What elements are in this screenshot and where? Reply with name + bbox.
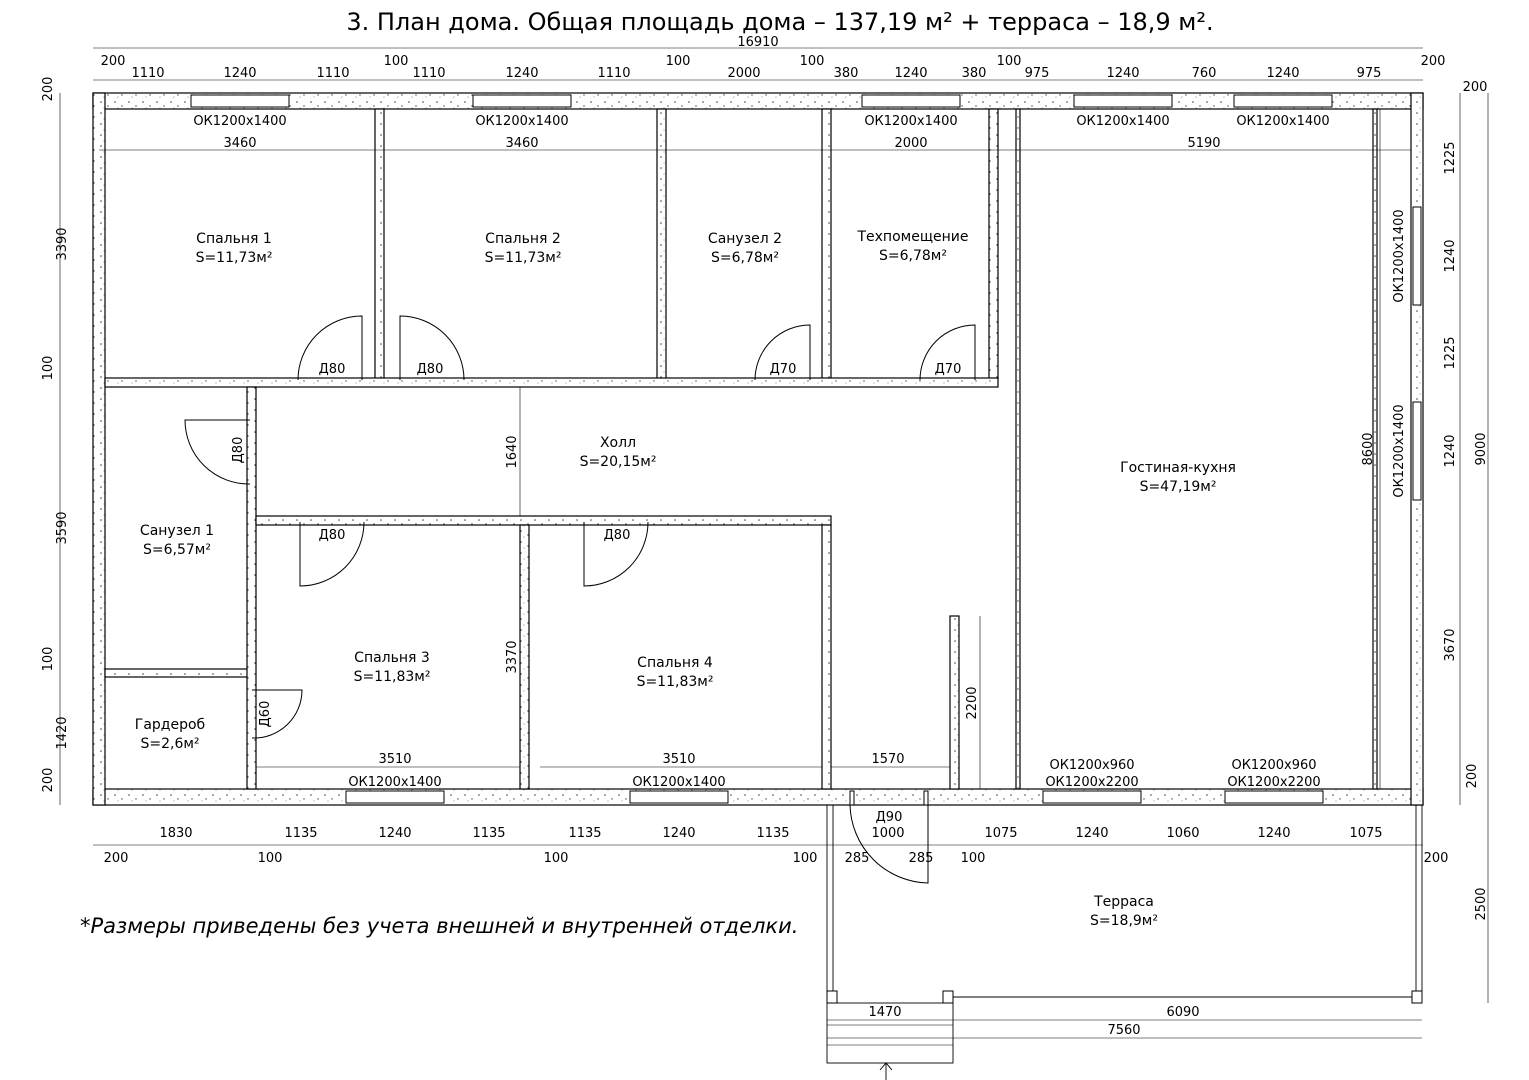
dim-top: 200 [100, 54, 126, 69]
dim-bottom: 1075 [1349, 826, 1383, 841]
room-living-kitchen [1120, 460, 1236, 495]
door-label: Д70 [769, 362, 797, 377]
dim-top: 100 [799, 54, 825, 69]
room-wardrobe [135, 717, 205, 752]
dim-right: 3670 [1443, 628, 1458, 662]
door-label: Д80 [603, 528, 631, 543]
dim-bottom-small: 100 [960, 851, 986, 866]
dim-left: 200 [41, 76, 56, 102]
room-name: Спальня 3 [354, 650, 430, 666]
room-area: S=11,73м² [484, 250, 562, 266]
room-bathroom-2 [708, 231, 782, 266]
dim-top: 1110 [597, 66, 631, 81]
door-label: Д70 [934, 362, 962, 377]
room-bedroom-1 [196, 231, 273, 266]
dim-inner: 1570 [871, 752, 905, 767]
dim-left: 1420 [55, 716, 70, 750]
door-label: Д90 [875, 810, 903, 825]
dim-top: 1240 [1106, 66, 1140, 81]
window-label: ОК1200х960 [1231, 758, 1317, 773]
dim-total-width: 16910 [737, 35, 779, 50]
dim-top: 1240 [223, 66, 257, 81]
dim-inner: 3510 [662, 752, 696, 767]
room-area: S=20,15м² [579, 454, 657, 470]
dim-right: 1225 [1443, 141, 1458, 175]
window-label: ОК1200х1400 [632, 775, 726, 790]
dim-inner-top: 5190 [1187, 136, 1221, 151]
footnote: *Размеры приведены без учета внешней и внутренней отделки. [80, 914, 799, 938]
dim-top: 2000 [727, 66, 761, 81]
room-area: S=6,78м² [711, 250, 779, 266]
dim-left: 3390 [55, 227, 70, 261]
window-label: ОК1200х2200 [1227, 775, 1321, 790]
dim-top: 380 [961, 66, 987, 81]
dim-bottom-small: 100 [257, 851, 283, 866]
dim-bottom: 285 [844, 851, 870, 866]
dim-bottom: 1075 [984, 826, 1018, 841]
dim-inner-top: 3460 [505, 136, 539, 151]
room-hall [580, 435, 657, 470]
dimension-texts [41, 35, 1489, 1038]
room-area: S=11,83м² [636, 674, 714, 690]
dim-top: 1240 [1266, 66, 1300, 81]
window-label: ОК1200х1400 [475, 114, 569, 129]
dim-top: 100 [665, 54, 691, 69]
room-name: Техпомещение [857, 229, 969, 245]
window-label: ОК1200х1400 [1076, 114, 1170, 129]
dim-inner-top: 2000 [894, 136, 928, 151]
dim-right: 200 [1462, 80, 1488, 95]
dim-right: 1240 [1443, 434, 1458, 468]
room-name: Гостиная-кухня [1120, 460, 1236, 476]
door-label: Д80 [318, 362, 346, 377]
dim-top: 100 [996, 54, 1022, 69]
dim-bottom: 1135 [756, 826, 790, 841]
dim-terrace: 7560 [1107, 1023, 1141, 1038]
window-label: ОК1200х1400 [1392, 404, 1407, 498]
dim-left: 100 [41, 355, 56, 381]
room-name: Санузел 2 [707, 231, 783, 247]
room-terrace [1090, 894, 1158, 929]
dim-inner: 8600 [1361, 432, 1376, 466]
window-label: ОК1200х1400 [864, 114, 958, 129]
dim-bottom: 1240 [1257, 826, 1291, 841]
dim-right: 9000 [1474, 432, 1489, 466]
dim-bottom-small: 100 [792, 851, 818, 866]
dimension-lines [60, 48, 1488, 1038]
dim-inner: 2200 [965, 686, 980, 720]
dim-inner-top: 3460 [223, 136, 257, 151]
room-name: Спальня 2 [485, 231, 561, 247]
room-utility [856, 229, 968, 264]
room-bedroom-4 [637, 655, 714, 690]
room-name: Спальня 1 [196, 231, 272, 247]
room-bedroom-2 [485, 231, 562, 266]
room-name: Терраса [1094, 894, 1154, 910]
dim-bottom: 1000 [871, 826, 905, 841]
window-label: ОК1200х1400 [348, 775, 442, 790]
dim-bottom: 285 [908, 851, 934, 866]
dim-top: 1110 [412, 66, 446, 81]
window-label: ОК1200х960 [1049, 758, 1135, 773]
dim-left: 100 [41, 646, 56, 672]
room-area: S=11,73м² [195, 250, 273, 266]
room-area: S=11,83м² [353, 669, 431, 685]
dim-right: 2500 [1474, 887, 1489, 921]
door-labels [231, 362, 961, 825]
room-area: S=2,6м² [140, 736, 200, 752]
dim-right: 1240 [1443, 239, 1458, 273]
dim-top: 1240 [894, 66, 928, 81]
dim-bottom: 1240 [1075, 826, 1109, 841]
dim-terrace: 6090 [1166, 1005, 1200, 1020]
dim-left: 3590 [55, 511, 70, 545]
outer-walls [93, 93, 1423, 805]
window-label: ОК1200х1400 [193, 114, 287, 129]
dim-top: 200 [1420, 54, 1446, 69]
room-name: Гардероб [134, 717, 206, 733]
dim-bottom: 1135 [284, 826, 318, 841]
dim-left: 200 [41, 767, 56, 793]
door-label: Д80 [318, 528, 346, 543]
room-name: Спальня 4 [637, 655, 713, 671]
dim-top: 1110 [131, 66, 165, 81]
dim-top: 380 [833, 66, 859, 81]
dim-inner: 3510 [378, 752, 412, 767]
room-area: S=18,9м² [1090, 913, 1158, 929]
dim-bottom-small: 100 [543, 851, 569, 866]
dim-right: 1225 [1443, 336, 1458, 370]
room-bedroom-3 [354, 650, 431, 685]
dim-bottom: 1135 [568, 826, 602, 841]
window-label: ОК1200х1400 [1236, 114, 1330, 129]
terrace-outline [827, 805, 1422, 1080]
room-area: S=47,19м² [1139, 479, 1217, 495]
window-label: ОК1200х1400 [1392, 209, 1407, 303]
dim-bottom: 1135 [472, 826, 506, 841]
room-name: Холл [599, 435, 637, 451]
dim-bottom-small: 200 [103, 851, 129, 866]
interior-walls [105, 109, 1377, 789]
room-name: Санузел 1 [139, 523, 215, 539]
door-label: Д80 [231, 436, 246, 464]
door-label: Д60 [258, 700, 273, 728]
door-label: Д80 [416, 362, 444, 377]
room-area: S=6,78м² [879, 248, 947, 264]
dim-top: 975 [1024, 66, 1050, 81]
dim-top: 975 [1356, 66, 1382, 81]
plan-title: 3. План дома. Общая площадь дома – 137,19 м² + терраса – 18,9 м². [346, 8, 1214, 36]
dim-right: 200 [1465, 763, 1480, 789]
dim-top: 100 [383, 54, 409, 69]
dim-bottom: 1240 [378, 826, 412, 841]
dim-bottom: 1240 [662, 826, 696, 841]
window-label: ОК1200х2200 [1045, 775, 1139, 790]
dim-bottom: 1060 [1166, 826, 1200, 841]
dim-bottom-small: 200 [1423, 851, 1449, 866]
room-area: S=6,57м² [143, 542, 211, 558]
dim-top: 760 [1191, 66, 1217, 81]
dim-top: 1110 [316, 66, 350, 81]
dim-inner: 3370 [505, 640, 520, 674]
dim-bottom: 1830 [159, 826, 193, 841]
dim-terrace: 1470 [868, 1005, 902, 1020]
dim-top: 1240 [505, 66, 539, 81]
room-bathroom-1 [140, 523, 214, 558]
dim-inner: 1640 [505, 435, 520, 469]
